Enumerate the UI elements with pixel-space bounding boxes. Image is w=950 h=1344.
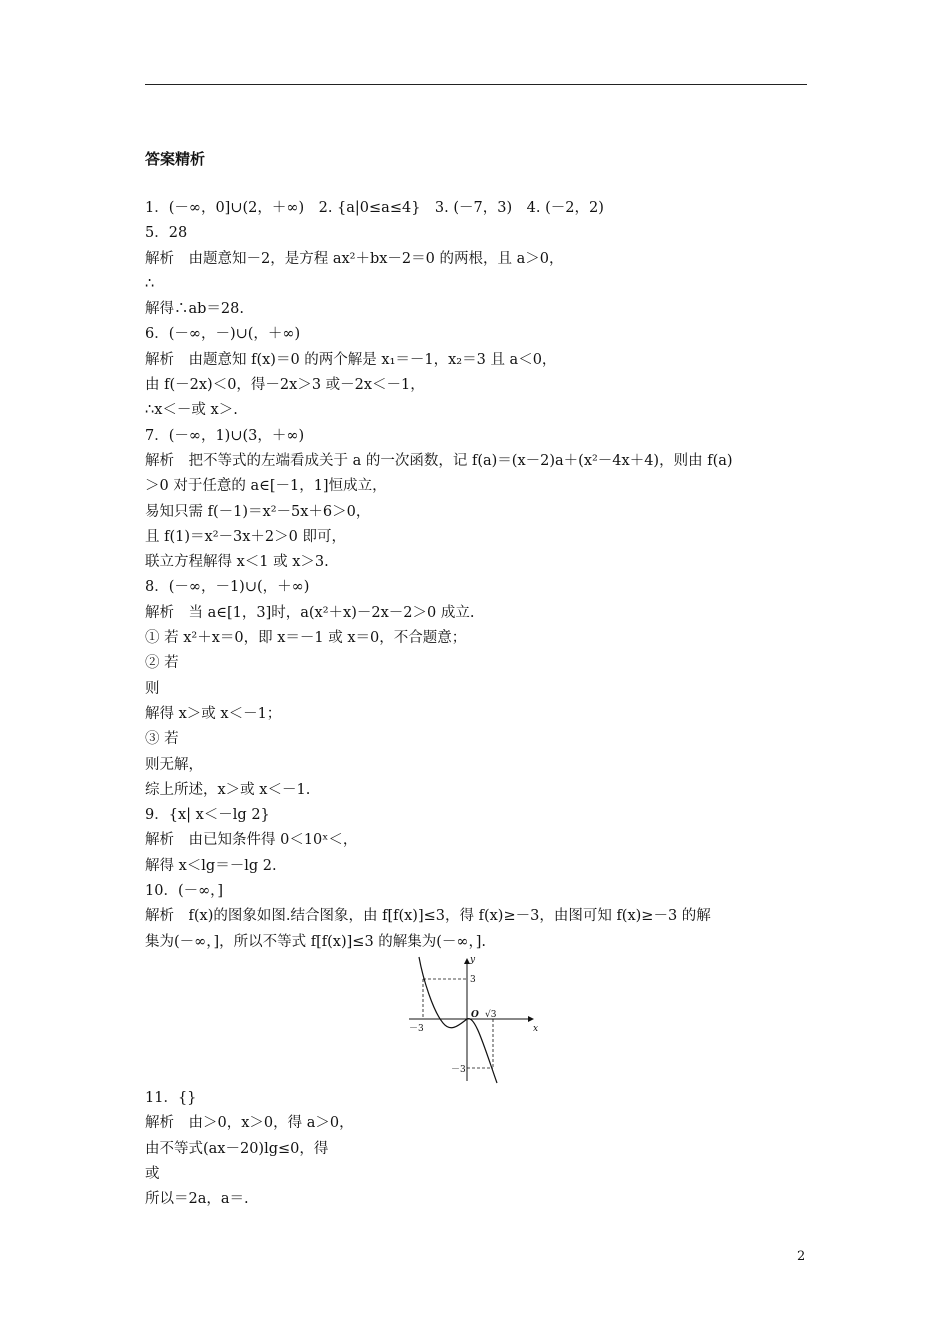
answer-line: ③ 若: [145, 731, 179, 748]
answer-line: ＞0 对于任意的 a∈[－1，1]恒成立，: [145, 478, 387, 495]
x-tick-pos-label: √3: [485, 1010, 497, 1020]
x-axis-label: x: [533, 1024, 539, 1034]
y-tick-neg-label: －3: [451, 1065, 466, 1075]
answer-line: 解析 当 a∈[1，3]时，a(x²＋x)－2x－2＞0 成立.: [145, 604, 475, 621]
y-tick-pos-label: 3: [470, 975, 476, 985]
answer-line: 解析 由＞0，x＞0，得 a＞0，: [145, 1115, 354, 1132]
answer-line: 解析 f(x)的图象如图.结合图象，由 f[f(x)]≤3，得 f(x)≥－3，由图可知 f(x)≥－3 的解: [145, 908, 711, 925]
answer-line: ∴x＜－或 x＞.: [145, 402, 238, 419]
answer-line: 解析 由题意知－2，是方程 ax²＋bx－2＝0 的两根，且 a＞0，: [145, 250, 564, 267]
answer-line: 或: [145, 1165, 160, 1182]
answer-line: 解得∴ab＝28.: [145, 301, 244, 318]
page-number: 2: [797, 1249, 806, 1264]
header-rule: [145, 84, 807, 85]
answer-line: 9．{x| x＜－lg 2}: [145, 807, 270, 824]
answer-line: 解得 x＞或 x＜－1；: [145, 705, 282, 722]
answer-line: 解析 由题意知 f(x)＝0 的两个解是 x₁＝－1，x₂＝3 且 a＜0，: [145, 351, 557, 368]
answer-line: 由不等式(ax－20)lg≤0，得: [145, 1140, 329, 1157]
origin-label: O: [471, 1010, 479, 1020]
answer-lines-top: [145, 196, 810, 955]
function-graph: [405, 953, 545, 1085]
answer-line: 5．28: [145, 225, 188, 242]
answer-line: 且 f(1)＝x²－3x＋2＞0 即可，: [145, 528, 346, 545]
answer-line: 8．(－∞，－1)∪(，＋∞): [145, 579, 310, 596]
answer-line: 联立方程解得 x＜1 或 x＞3.: [145, 554, 329, 571]
y-axis-label: y: [470, 955, 476, 965]
answer-line: ∴: [145, 275, 155, 292]
answer-line: ① 若 x²＋x＝0，即 x＝－1 或 x＝0，不合题意；: [145, 630, 467, 647]
answer-line: 10．(－∞，]: [145, 883, 224, 900]
answer-lines-bottom: [145, 1086, 810, 1212]
answer-line: 则无解，: [145, 756, 203, 773]
answer-line: 易知只需 f(－1)＝x²－5x＋6＞0，: [145, 503, 371, 520]
answer-line: 7．(－∞，1)∪(3，＋∞): [145, 427, 305, 444]
answer-line: 解得 x＜lg＝－lg 2.: [145, 857, 277, 874]
answer-line: 综上所述，x＞或 x＜－1.: [145, 781, 311, 798]
answer-line: 由 f(－2x)＜0，得－2x＞3 或－2x＜－1，: [145, 377, 425, 394]
x-tick-neg-label: －3: [409, 1024, 424, 1034]
answer-line: 解析 把不等式的左端看成关于 a 的一次函数，记 f(a)＝(x－2)a＋(x²－4x＋4)，则由 f(a): [145, 452, 733, 469]
answer-line: 则: [145, 680, 160, 697]
answer-line: 解析 由已知条件得 0＜10ˣ＜，: [145, 832, 358, 849]
answer-line: 所以＝2a，a＝.: [145, 1191, 249, 1208]
answer-line: 11．{}: [145, 1090, 197, 1106]
answer-line: 集为(－∞，]，所以不等式 f[f(x)]≤3 的解集为(－∞，].: [145, 933, 487, 950]
answer-line: 6．(－∞，－)∪(，＋∞): [145, 326, 301, 343]
section-title: 答案精析: [145, 150, 206, 168]
answer-line: 1．(－∞，0]∪(2，＋∞) 2. {a|0≤a≤4} 3. (－7，3) 4. (－2，2): [145, 200, 604, 216]
answer-line: ② 若: [145, 655, 179, 672]
